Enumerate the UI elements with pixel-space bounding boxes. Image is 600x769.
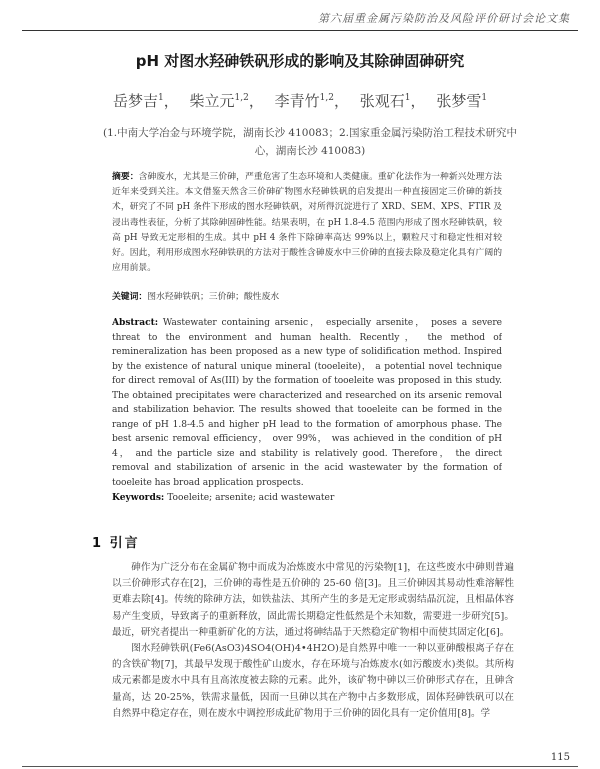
author: 张观石$^1$， (359, 92, 426, 110)
page-number: 115 (550, 752, 570, 763)
keywords-cn-label: 关键词： (112, 292, 148, 302)
author-list (0, 90, 600, 111)
keywords-english (112, 490, 502, 506)
running-head: 第六届重金属污染防治及风险评价研讨会论文集 (318, 12, 570, 25)
author: 李青竹$^{1,2}$， (274, 92, 349, 110)
author: 柴立元$^{1,2}$， (189, 92, 264, 110)
abstract-en-text: Wastewater containing arsenic， especially arsenite， poses a severe threat to the environment and human health. Recently， the method of remineralization has been proposed as a new type of solidification method. Inspired by the existence of natural unique mineral (tooeleite)， a potential novel technique for direct removal of As(III) by the formation of tooeleite was proposed in this study. The obtained precipitates were characterized and researched on its arsenic removal and stabilization behavior. The results showed that tooeleite can be formed in the range of pH 1.8-4.5 and higher pH lead to the formation of amorphous phase. The best arsenic removal efficiency， over 99%， was achieved in the condition of pH 4， and the particle size and stability is relatively good. Therefore， the direct removal and stabilization of arsenic in the acid wastewater by the formation of tooeleite has broad application prospects. (112, 318, 502, 489)
abstract-cn-text: 含砷废水，尤其是三价砷，严重危害了生态环境和人类健康。重矿化法作为一种新兴处理方法近年来受到关注。本文借鉴天然含三价砷矿物图水羟砷铁矾的启发提出一种直接固定三价砷的新技术，研究了不同 pH 条件下形成的图水羟砷铁矾，对所得沉淀进行了 XRD、SEM、XPS、FTIR 及浸出毒性表征，分析了其除砷固砷性能。结果表明，在 pH 1.8-4.5 范围内形成了图水羟砷铁矾，较高 pH 导致无定形相的生成。其中 pH 4 条件下除砷率高达 99%以上，颗粒尺寸和稳定性相对较好。因此，利用形成图水羟砷铁矾的方法对于酸性含砷废水中三价砷的直接去除及稳定化具有广阔的应用前景。 (112, 172, 502, 274)
keywords-en-text: Tooeleite; arsenite; acid wastewater (167, 493, 335, 503)
author: 张梦雪$^1$ (436, 92, 488, 110)
body-paragraph: 图水羟砷铁矾(Fe6(AsO3)4SO4(OH)4•4H2O)是自然界中唯一一种以亚砷酸根离子存在的含铁矿物[7]，其最早发现于酸性矿山废水，存在环境与冶炼废水(如污酸废水)类似。其所构成元素都是废水中具有且高浓度被去除的元素。此外，该矿物中砷以三价砷形式存在，且砷含量高，达 20-25%，铁需求量低，因而一旦砷以其在产物中占多数形成，固体羟砷铁矾可以在自然界中稳定存在，则在废水中调控形成此矿物用于三价砷的固化具有一定价值用[8]。学 (112, 643, 514, 719)
body-paragraph: 砷作为广泛分布在金属矿物中而成为冶炼废水中常见的污染物[1]，在这些废水中砷则普遍以三价砷形式存在[2]，三价砷的毒性是五价砷的 25-60 倍[3]。且三价砷因其易动性难溶解性更难去除[4]。传统的除砷方法，如铁盐法、其所产生的多是无定形或弱结晶沉淀，且相晶体容易产生变质，导致离子的重新释放，固此需长期稳定性低然是个未知数，需要进一步研究[5]。最近，研究者提出一种重新矿化的方法，通过将砷结晶于天然稳定矿物相中而使其固定化[6]。 (112, 562, 514, 638)
keywords-chinese (112, 290, 502, 305)
author: 岳梦吉$^1$， (112, 92, 179, 110)
abstract-chinese (112, 170, 502, 288)
keywords-cn-text: 图水羟砷铁矾；三价砷；酸性废水 (147, 292, 280, 302)
footer-rule (22, 766, 578, 767)
abstract-en-label: Abstract: (112, 317, 159, 328)
header-rule (22, 30, 578, 31)
affiliation: (1.中南大学冶金与环境学院，湖南长沙 410083；2.国家重金属污染防治工程技术研究中心，湖南长沙 410083) (102, 127, 518, 157)
introduction-body (112, 560, 514, 752)
abstract-cn-label: 摘要： (112, 172, 139, 182)
abstract-english (112, 316, 502, 492)
section-heading: 1 引言 (92, 536, 140, 551)
paper-title: pH 对图水羟砷铁矾形成的影响及其除砷固砷研究 (135, 52, 465, 70)
keywords-en-label: Keywords: (112, 492, 165, 503)
